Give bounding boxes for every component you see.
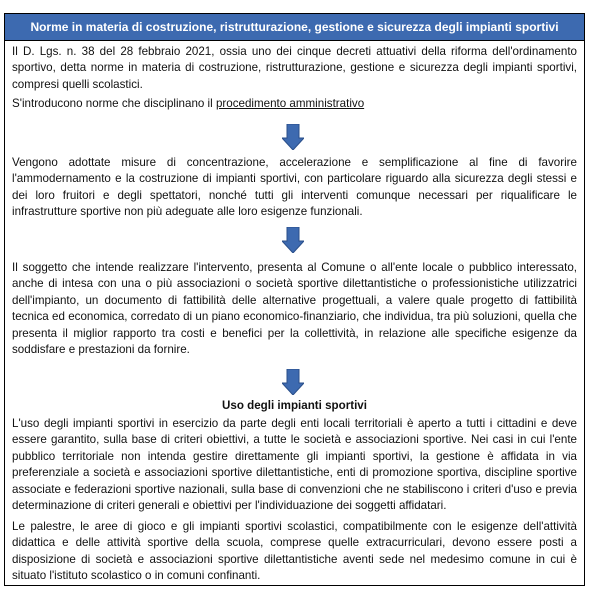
norms-prefix: S'introducono norme che disciplinano il bbox=[12, 97, 216, 110]
norms-line bbox=[12, 96, 577, 112]
usage-paragraph-1: L'uso degli impianti sportivi in esercizio da parte degli enti locali territoriali è aperto a tutti i cittadini e deve essere garantito, sulla base di criteri obiettivi, a tutte le società e associazioni sportive. Nei casi in cui l'ente pubblico territoriale non intenda gestire direttamente gli impianti sportivi, la gestione è affidata in via preferenziale a società e associazioni sportive dilettantistiche, enti di promozione sportiva, discipline sportive associate e federazioni sportive nazionali, sulla base di convenzioni che ne stabiliscono i criteri d'uso e previa determinazione di criteri generali e obiettivi per l'individuazione dei soggetti affidatari. bbox=[12, 417, 577, 513]
down-arrow-icon bbox=[282, 369, 304, 395]
step1-paragraph: Vengono adottate misure di concentrazione, accelerazione e semplificazione al fine di favorire l'ammodernamento e la costruzione di impianti sportivi, con particolare riguardo alla sicurezza degli stessi e dei loro fruitori e degli spettatori, nonché tutti gli interventi comunque necessari per riqualificare le infrastrutture sportive non più adeguate alle loro esigenze funzionali. bbox=[12, 156, 577, 219]
usage-paragraph-2: Le palestre, le aree di gioco e gli impianti sportivi scolastici, compatibilmente con le esigenze dell'attività didattica e delle attività sportive della scuola, comprese quelle extracurriculari, devono essere posti a disposizione di società e associazioni sportive dilettantistiche aventi sede nel medesimo comune in cui è situato l'istituto scolastico o in comuni confinanti. bbox=[12, 520, 577, 583]
intro-paragraph: Il D. Lgs. n. 38 del 28 febbraio 2021, ossia uno dei cinque decreti attuativi della riforma dell'ordinamento sportivo, detta norme in materia di costruzione, ristrutturazione, gestione e sicurezza degli impianti sportivi, compresi quelli scolastici. bbox=[12, 45, 577, 91]
procedure-link[interactable]: procedimento amministrativo bbox=[215, 97, 365, 110]
down-arrow-icon bbox=[282, 124, 304, 150]
document-title: Norme in materia di costruzione, ristrutturazione, gestione e sicurezza degli impianti sportivi bbox=[5, 14, 584, 41]
document-frame bbox=[4, 13, 585, 586]
step2-paragraph: Il soggetto che intende realizzare l'intervento, presenta al Comune o all'ente locale o pubblico interessato, anche di intesa con una o più associazioni o società sportive dilettantistiche o professionistiche utilizzatrici dell'impianto, un documento di fattibilità delle alternative progettuali, a valere quale progetto di fattibilità tecnica ed economica, corredato di un piano economico-finanziario, che individua, tra più soluzioni, quella che presenta il miglior rapporto tra costi e benefici per la collettività, in relazione alle specifiche esigenze da soddisfare e prestazioni da fornire. bbox=[12, 261, 577, 357]
down-arrow-icon bbox=[282, 227, 304, 253]
usage-heading: Uso degli impianti sportivi bbox=[222, 399, 367, 412]
